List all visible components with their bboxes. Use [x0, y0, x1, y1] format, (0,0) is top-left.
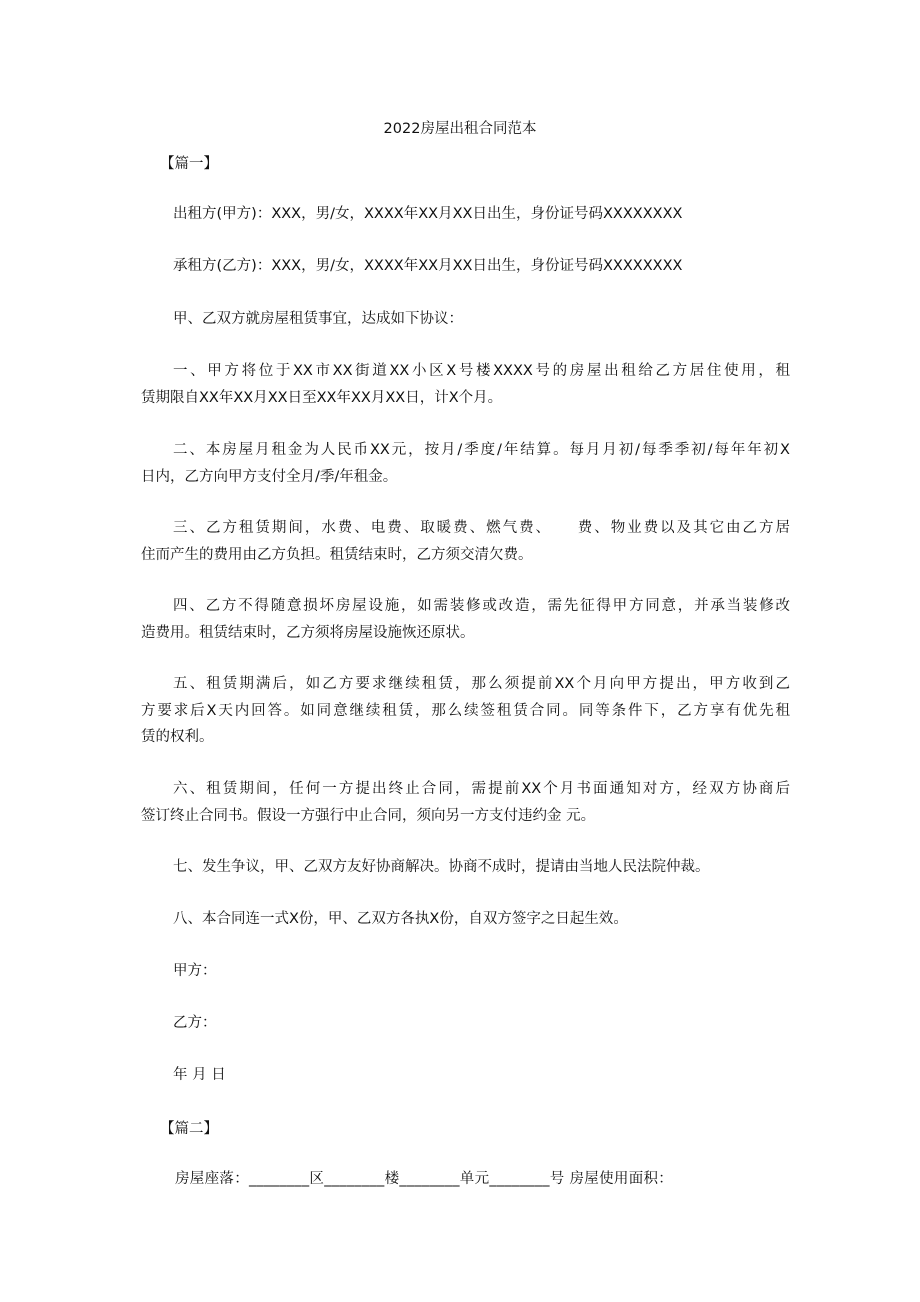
clause-1: [141, 358, 790, 411]
document-title: 2022房屋出租合同范本: [383, 121, 537, 137]
clause-line: 一、甲方将位于XX市XX街道XX小区X号楼XXXX号的房屋出租给乙方居住使用，租: [173, 363, 790, 379]
lessor-text: 出租方(甲方)：XXX，男/女，XXXX年XX月XX日出生，身份证号码XXXXXXXX: [173, 206, 683, 222]
signature-date: [141, 1062, 790, 1089]
party-a-signature: [141, 958, 790, 985]
intro-text: 甲、乙双方就房屋租赁事宜，达成如下协议：: [173, 311, 463, 327]
section-heading-2: 【篇二】: [160, 1121, 218, 1137]
lessor-line: [141, 201, 790, 228]
intro-line: [141, 306, 790, 333]
clause-line: 四、乙方不得随意损坏房屋设施，如需装修或改造，需先征得甲方同意，并承当装修改: [173, 598, 790, 614]
clause-line: 签订终止合同书。假设一方强行中止合同，须向另一方支付违约金 元。: [141, 807, 596, 824]
lessee-text: 承租方(乙方)：XXX，男/女，XXXX年XX月XX日出生，身份证号码XXXXXXXX: [173, 258, 683, 274]
clause-line: 日内，乙方向甲方支付全月/季/年租金。: [141, 468, 398, 485]
location-line: [141, 1166, 790, 1193]
clause-line: 七、发生争议，甲、乙双方友好协商解决。协商不成时，提请由当地人民法院仲裁。: [173, 859, 710, 875]
clause-4: [141, 593, 790, 646]
clause-6: [141, 776, 790, 829]
party-a-label: 甲方：: [173, 963, 217, 979]
clause-8: [141, 906, 790, 933]
clause-2: [141, 437, 790, 490]
clause-5: [141, 671, 790, 751]
clause-line: 住而产生的费用由乙方负担。租赁结束时，乙方须交清欠费。: [141, 546, 533, 563]
clause-line: 八、本合同连一式X份，甲、乙双方各执X份，自双方签字之日起生效。: [173, 911, 628, 927]
clause-line: 赁的权利。: [141, 729, 214, 745]
clause-7: [141, 854, 790, 881]
location-text: 房屋座落：________区________楼________单元________号 房屋使用面积：: [175, 1171, 674, 1187]
clause-line: 五、租赁期满后，如乙方要求继续租赁，那么须提前XX个月向甲方提出，甲方收到乙: [173, 676, 790, 692]
clause-line: 六、租赁期间，任何一方提出终止合同，需提前XX个月书面通知对方，经双方协商后: [173, 781, 790, 797]
lessee-line: [141, 253, 790, 280]
clause-line: 赁期限自XX年XX月XX日至XX年XX月XX日，计X个月。: [141, 389, 503, 406]
section-heading-1: 【篇一】: [160, 156, 218, 172]
clause-line: 三、乙方租赁期间，水费、电费、取暖费、燃气费、 费、物业费以及其它由乙方居: [173, 520, 790, 536]
clause-line: 方要求后X天内回答。如同意继续租赁，那么续签租赁合同。同等条件下，乙方享有优先租: [141, 702, 790, 719]
date-label: 年 月 日: [173, 1067, 226, 1083]
clause-line: 二、本房屋月租金为人民币XX元，按月/季度/年结算。每月月初/每季季初/每年年初X: [173, 442, 790, 458]
clause-3: [141, 515, 790, 568]
party-b-signature: [141, 1010, 790, 1037]
party-b-label: 乙方：: [173, 1015, 217, 1031]
clause-line: 造费用。租赁结束时，乙方须将房屋设施恢还原状。: [141, 624, 475, 641]
